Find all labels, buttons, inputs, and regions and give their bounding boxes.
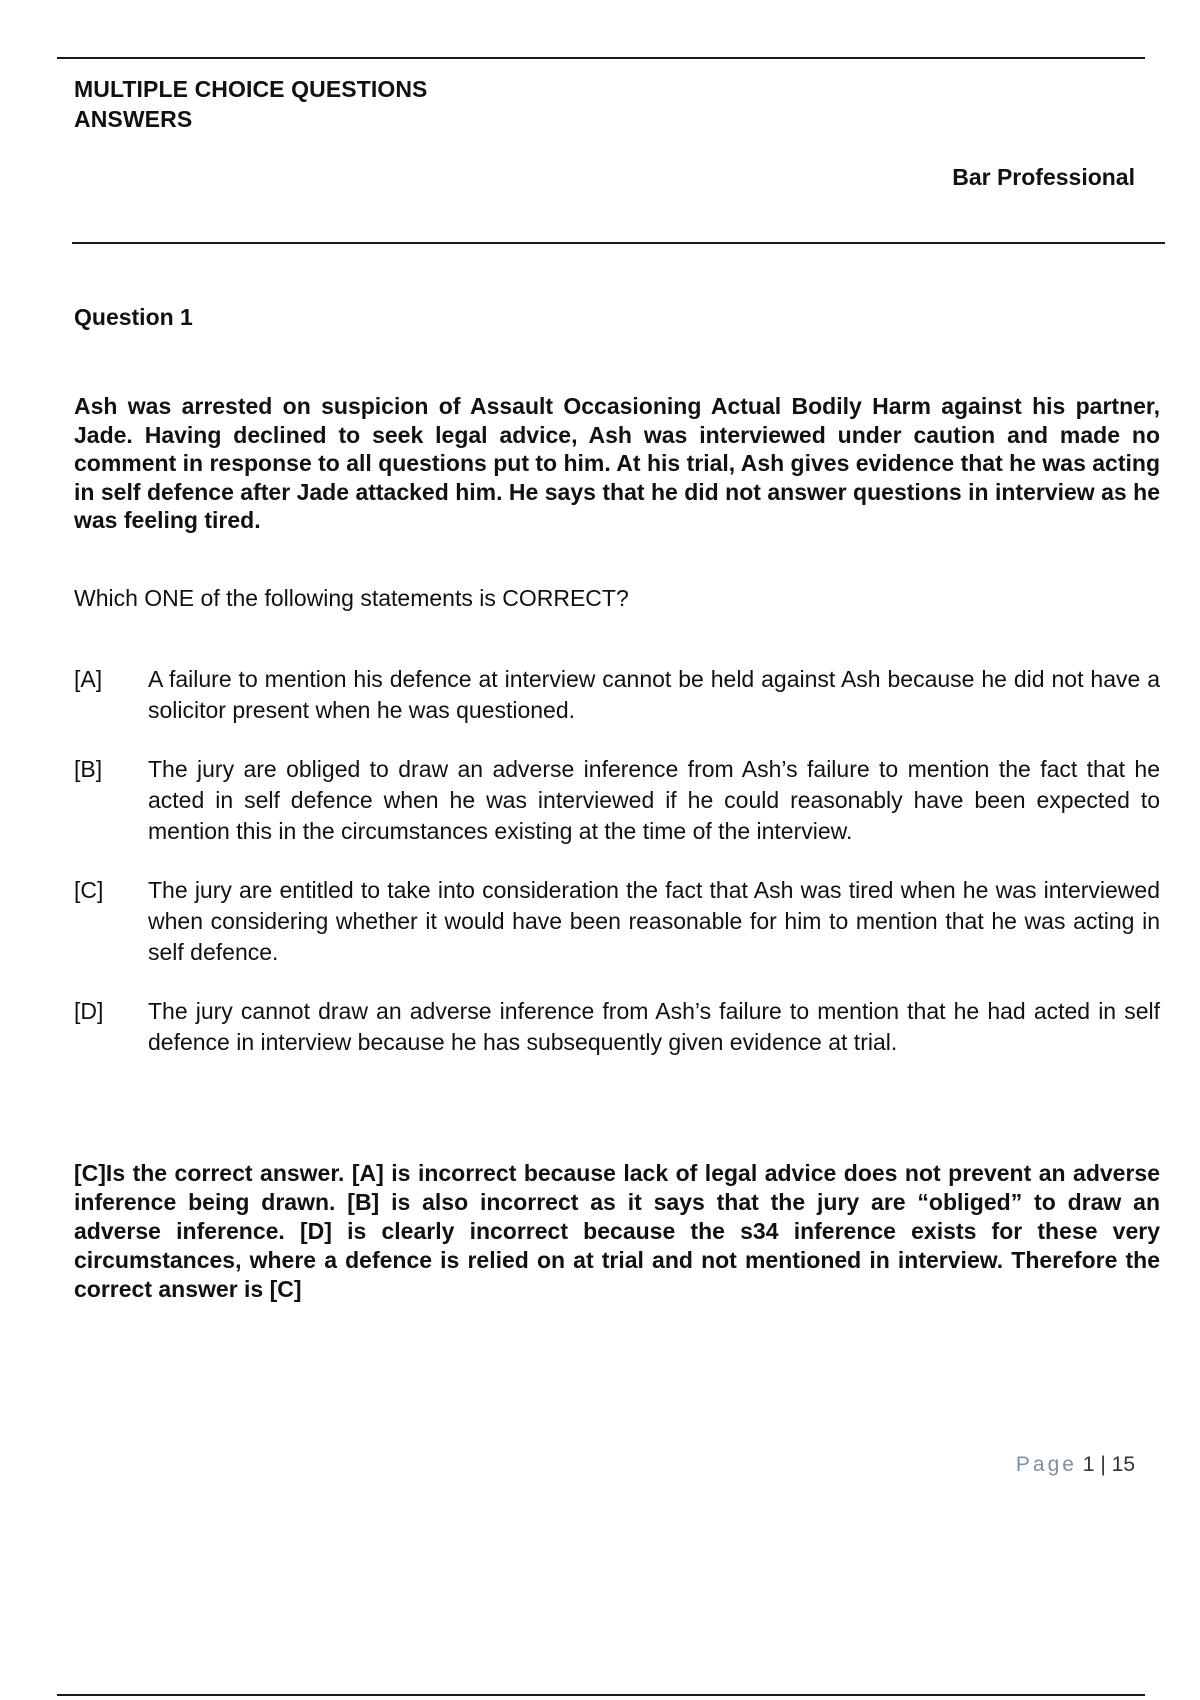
option-text: The jury are obliged to draw an adverse inference from Ash’s failure to mention the fact that he acted in self defence when he was interviewed if he could reasonably have been expected to mention this in the circumstances existing at the time of the interview. (148, 756, 1160, 844)
title-line-2: ANSWERS (74, 106, 193, 132)
subject-label: Bar Professional (952, 164, 1135, 190)
option-b (74, 754, 1160, 847)
option-letter: [B] (74, 756, 103, 782)
option-d (74, 996, 1160, 1058)
option-letter: [A] (74, 666, 103, 692)
bottom-divider (57, 1694, 1145, 1696)
page-separator: | (1100, 1453, 1106, 1476)
option-c (74, 875, 1160, 968)
page-label: Page (1015, 1453, 1077, 1476)
question-scenario: Ash was arrested on suspicion of Assault Occasioning Actual Bodily Harm against his partner, Jade. Having declined to seek legal advice, Ash was interviewed under caution and made no comment in response to all questions put to him. At his trial, Ash gives evidence that he was acting in self defence after Jade attacked him. He says that he did not answer questions in interview as he was feeling tired. (74, 393, 1160, 533)
answer-options (74, 664, 1160, 1086)
header-divider (72, 242, 1165, 244)
top-divider (57, 57, 1145, 59)
page-number (1016, 1453, 1135, 1477)
option-a (74, 664, 1160, 726)
option-text: A failure to mention his defence at interview cannot be held against Ash because he did not have a solicitor present when he was questioned. (148, 666, 1160, 723)
question-prompt: Which ONE of the following statements is CORRECT? (74, 585, 629, 611)
option-letter: [D] (74, 998, 104, 1024)
document-title (74, 74, 427, 134)
title-line-1: MULTIPLE CHOICE QUESTIONS (74, 76, 428, 102)
option-text: The jury are entitled to take into consideration the fact that Ash was tired when he was interviewed when considering whether it would have been reasonable for him to mention that he was acting in self defence. (148, 877, 1160, 965)
page-total: 15 (1111, 1453, 1135, 1476)
answer-explanation: [C]Is the correct answer. [A] is incorrect because lack of legal advice does not prevent an adverse inference being drawn. [B] is also incorrect as it says that the jury are “obliged” to draw an adverse inference. [D] is clearly incorrect because the s34 inference exists for these very circumstances, where a defence is relied on at trial and not mentioned in interview. Therefore the correct answer is [C] (74, 1160, 1160, 1302)
page-current: 1 (1082, 1453, 1095, 1476)
question-heading: Question 1 (74, 304, 193, 330)
option-letter: [C] (74, 877, 104, 903)
option-text: The jury cannot draw an adverse inference from Ash’s failure to mention that he had acted in self defence in interview because he has subsequently given evidence at trial. (148, 998, 1160, 1055)
